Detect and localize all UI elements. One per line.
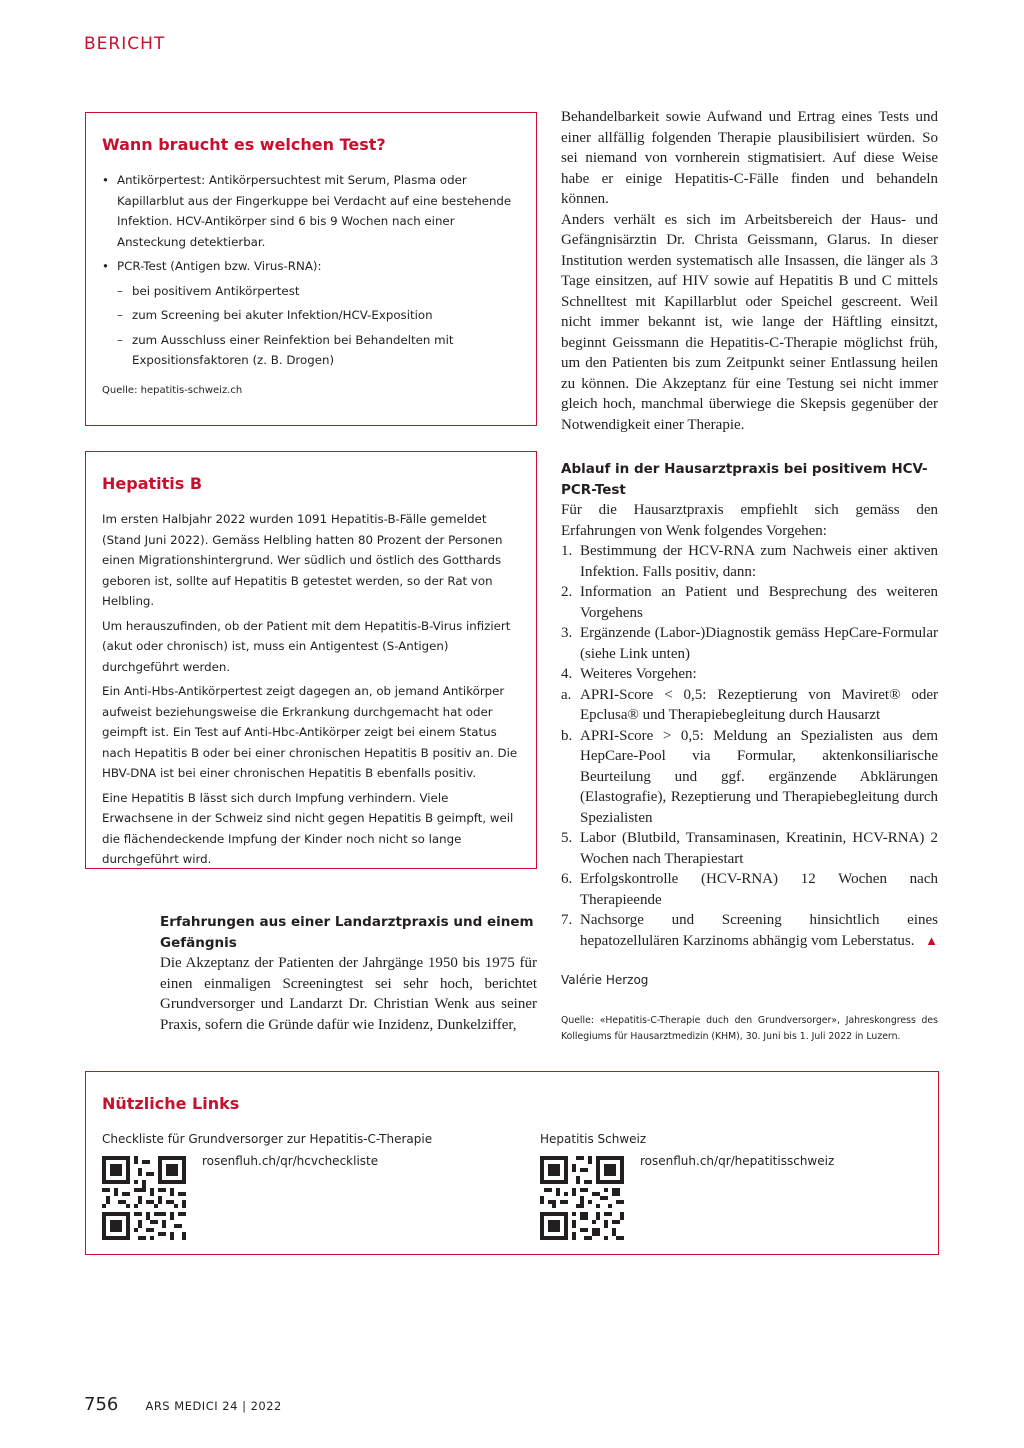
paragraph: Für die Hausarztpraxis empfiehlt sich gemäss den Erfahrungen von Wenk folgendes Vorgehen: — [561, 502, 938, 539]
paragraph: Behandelbarkeit sowie Aufwand und Ertrag eines Tests und einer allfällig folgenden Therapie plausibilisiert würden. So sei niemand von vornherein stigmatisiert. Auf diese Weise habe er einige Hepatitis-C-Fälle finden und behandeln können. — [561, 109, 938, 207]
info-box-hepatitis-b — [85, 451, 537, 869]
link-hepatitis-schweiz[interactable] — [540, 1132, 835, 1168]
list-item — [561, 623, 938, 664]
list-item — [102, 256, 520, 371]
sub-list-item: – bei positivem Antikörpertest — [117, 281, 520, 302]
list-item-text: Antikörpertest: Antikörpersuchtest mit Serum, Plasma oder Kapillarblut aus der Fingerkuppe bei Verdacht auf eine bestehende Infektion. HCV-Antikörper sind 6 bis 9 Wochen nach einer Ansteckung detektierbar. — [117, 173, 512, 249]
box-source: Quelle: hepatitis-schweiz.ch — [102, 384, 243, 396]
list-item-text: Bestimmung der HCV-RNA zum Nachweis einer aktiven Infektion. Falls positiv, dann: — [580, 543, 938, 580]
paragraph: Anders verhält es sich im Arbeitsbereich der Haus- und Gefängnisärztin Dr. Christa Geissmann, Glarus. In dieser Institution werden systematisch alle Insassen, die länger als 3 Tage einsitzen, auf HIV sowie auf Hepatitis B und C mittels Schnelltest mit Kapillarblut oder Speichel gescreent. Weil nicht immer bekannt ist, wie lange der Häftling einsitzt, beginnt Geissmann die Hepatitis-C-Therapie möglichst früh, um den Patienten bis zum Zeitpunkt seiner Entlassung heilen zu können. Die Akzeptanz für eine Testung sei nicht immer gleich hoch, manchmal überwiege die Skepsis gegenüber der Notwendigkeit einer Therapie. — [561, 211, 938, 433]
paragraph: Ein Anti-Hbs-Antikörpertest zeigt dagegen an, ob jemand Antikörper aufweist beziehungsweise die Erkrankung durchgemacht hat oder geimpft ist. Ein Test auf Anti-Hbc-Antikörper zeigt bei einem Status nach Hepatitis B oder bei einer chronischen Hepatitis B positiv an. Die HBV-DNA ist bei einer chronischen Hepatitis B ebenfalls positiv. — [102, 684, 518, 780]
sub-list — [117, 281, 520, 371]
list-number: 5. — [561, 830, 573, 846]
right-column — [561, 107, 938, 1044]
list-item-text: Weiteres Vorgehen: — [580, 666, 697, 682]
list-item-text: Erfolgskontrolle (HCV-RNA) 12 Wochen nach Therapieende — [580, 871, 938, 908]
link-url[interactable]: rosenfluh.ch/qr/hcvcheckliste — [202, 1154, 379, 1168]
box-body — [102, 509, 520, 870]
journal-name: ARS MEDICI 24 | 2022 — [145, 1399, 282, 1413]
box-title: Wann braucht es welchen Test? — [102, 135, 386, 154]
paragraph: Im ersten Halbjahr 2022 wurden 1091 Hepatitis-B-Fälle gemeldet (Stand Juni 2022). Gemäss Helbling hatten 80 Prozent der Personen einen Migrationshintergrund. Wer südlich und östlich des Gotthards geboren ist, sollte auf Hepatitis B getestet werden, so der Rat von Helbling. — [102, 512, 503, 608]
box-title: Hepatitis B — [102, 474, 203, 493]
list-item — [561, 541, 938, 582]
list-item — [561, 664, 938, 685]
list-item-text: Information an Patient und Besprechung des weiteren Vorgehens — [580, 584, 938, 621]
qr-code-icon[interactable] — [102, 1156, 186, 1240]
info-box-test — [85, 112, 537, 426]
article-source: Quelle: «Hepatitis-C-Therapie duch den Grundversorger», Jahreskongress des Kollegiums für Hausarztmedizin (KHM), 30. Juni bis 1. Juli 2022 in Luzern. — [561, 1015, 938, 1042]
useful-links-box — [85, 1071, 939, 1255]
section-label: BERICHT — [84, 34, 166, 54]
list-number: 4. — [561, 666, 573, 682]
page-number: 756 — [84, 1394, 119, 1415]
link-checklist[interactable] — [102, 1132, 433, 1168]
list-item — [561, 869, 938, 910]
list-number: 2. — [561, 584, 573, 600]
steps-list — [561, 541, 938, 951]
list-item-text: PCR-Test (Antigen bzw. Virus-RNA): — [117, 259, 322, 273]
paragraph: Eine Hepatitis B lässt sich durch Impfung verhindern. Viele Erwachsene in der Schweiz sind nicht gegen Hepatitis B geimpft, weil die flächendeckende Impfung der Kinder noch nicht so lange durchgeführt wird. — [102, 790, 514, 866]
list-item — [561, 828, 938, 869]
list-number: a. — [561, 686, 572, 703]
bullet-list — [102, 170, 520, 371]
list-item — [561, 685, 938, 726]
list-item — [102, 170, 520, 252]
list-number: 7. — [561, 912, 573, 928]
link-title: Checkliste für Grundversorger zur Hepatitis-C-Therapie — [102, 1132, 433, 1146]
list-item-text: APRI-Score < 0,5: Rezeptierung von Maviret® oder Epclusa® und Therapiebegleitung durch Hausarzt — [580, 686, 938, 723]
link-url[interactable]: rosenfluh.ch/qr/hepatitisschweiz — [640, 1154, 835, 1168]
box-title: Nützliche Links — [102, 1094, 240, 1113]
author: Valérie Herzog — [561, 973, 649, 987]
list-number: b. — [561, 727, 573, 744]
end-mark-icon: ▲ — [925, 932, 938, 948]
list-item — [561, 910, 938, 951]
page-footer — [84, 1394, 282, 1415]
article-heading: Ablauf in der Hausarztpraxis bei positivem HCV-PCR-Test — [561, 461, 928, 498]
paragraph: Um herauszufinden, ob der Patient mit dem Hepatitis-B-Virus infiziert (akut oder chronisch) ist, muss ein Antigentest (S-Antigen) durchgeführt werden. — [102, 618, 511, 674]
article-intro — [160, 912, 537, 1035]
sub-list-item: – zum Screening bei akuter Infektion/HCV-Exposition — [117, 305, 520, 326]
list-number: 1. — [561, 543, 573, 559]
list-item-text: Labor (Blutbild, Transaminasen, Kreatinin, HCV-RNA) 2 Wochen nach Therapiestart — [580, 830, 938, 867]
list-item-text: Ergänzende (Labor-)Diagnostik gemäss HepCare-Formular (siehe Link unten) — [580, 625, 938, 662]
list-item-text: APRI-Score > 0,5: Meldung an Spezialisten aus dem HepCare-Pool via Formular, aktenkonsiliarische Beurteilung und ggf. ergänzende Abklärungen (Elastografie), Rezeptierung und Therapiebegleitung durch Spezialisten — [580, 727, 938, 826]
list-item-text: Nachsorge und Screening hinsichtlich eines hepatozellulären Karzinoms abhängig vom Leberstatus. — [580, 912, 938, 949]
sub-list-item: – zum Ausschluss einer Reinfektion bei Behandelten mit Expositionsfaktoren (z. B. Drogen) — [117, 330, 520, 371]
list-item — [561, 582, 938, 623]
list-item — [561, 726, 938, 829]
list-number: 3. — [561, 625, 573, 641]
list-number: 6. — [561, 871, 573, 887]
qr-code-icon[interactable] — [540, 1156, 624, 1240]
article-heading: Erfahrungen aus einer Landarztpraxis und einem Gefängnis — [160, 914, 534, 951]
paragraph: Die Akzeptanz der Patienten der Jahrgänge 1950 bis 1975 für einen einmaligen Screeningtest sei sehr hoch, berichtet Grundversorger und Landarzt Dr. Christian Wenk aus seiner Praxis, sofern die Gründe dafür wie Inzidenz, Dunkelziffer, — [160, 955, 537, 1033]
link-title: Hepatitis Schweiz — [540, 1132, 647, 1146]
